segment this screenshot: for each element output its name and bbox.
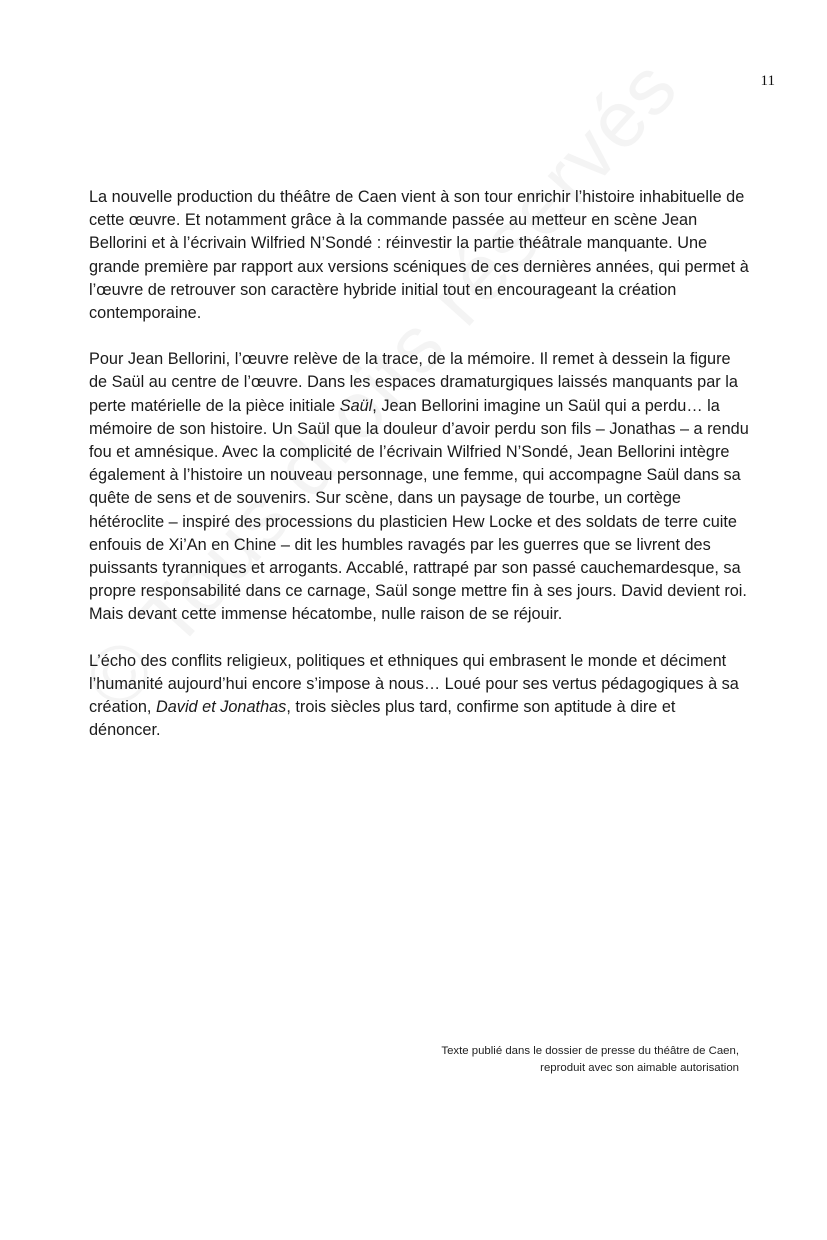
paragraph-2 (89, 348, 749, 626)
source-credit (340, 1043, 739, 1077)
page-number: 11 (760, 73, 775, 89)
paragraph-1: La nouvelle production du théâtre de Caen vient à son tour enrichir l’histoire inhabituelle de cette œuvre. Et notamment grâce à la commande passée au metteur en scène Jean Bellorini et à l’écrivain Wilfried N’Sondé : réinvestir la partie théâtrale manquante. Une grande première par rapport aux versions scéniques de ces dernières années, qui permet à l’œuvre de retrouver son caractère hybride initial tout en encourageant la création contemporaine. (89, 188, 749, 323)
paragraph-2-italic-title: Saül (339, 396, 373, 415)
article-body (89, 186, 749, 765)
paragraph-3-italic-title: David et Jonathas (155, 698, 287, 717)
credit-line-2: reproduit avec son aimable autorisation (540, 1062, 739, 1074)
paragraph-3 (89, 650, 749, 743)
credit-line-1: Texte publié dans le dossier de presse du théâtre de Caen, (441, 1045, 739, 1057)
paragraph-3-text-a: L’écho des conflits religieux, politiques et ethniques qui embrasent le monde et déciment l’humanité aujourd’hui encore s’impose à nous… Loué pour ses vertus pédagogiques à sa création, (89, 651, 739, 717)
paragraph-2-text-a: Pour Jean Bellorini, l’œuvre relève de la trace, de la mémoire. Il remet à dessein la figure de Saül au centre de l’œuvre. Dans les espaces dramaturgiques laissés manquants par la perte matérielle de la pièce initiale (89, 350, 738, 415)
paragraph-3-text-b: , trois siècles plus tard, confirme son aptitude à dire et dénoncer. (89, 698, 676, 740)
paragraph-2-text-b: , Jean Bellorini imagine un Saül qui a perdu… la mémoire de son histoire. Un Saül que la douleur d’avoir perdu son fils – Jonathas – a rendu fou et amnésique. Avec la complicité de l’écrivain Wilfried N’Sondé, Jean Bellorini intègre également à l’histoire un nouveau personnage, une femme, qui accompagne Saül dans sa quête de sens et de souvenirs. Sur scène, dans un paysage de tourbe, un cortège hétéroclite – inspiré des processions du plasticien Hew Locke et des soldats de terre cuite enfouis de Xi’An en Chine – dit les humbles ravagés par les guerres que se livrent des puissants tyranniques et arrogants. Accablé, rattrapé par son passé cauchemardesque, sa propre responsabilité dans ce carnage, Saül songe mettre fin à ses jours. David devient roi. Mais devant cette immense hécatombe, nulle raison de se réjouir. (89, 396, 749, 624)
